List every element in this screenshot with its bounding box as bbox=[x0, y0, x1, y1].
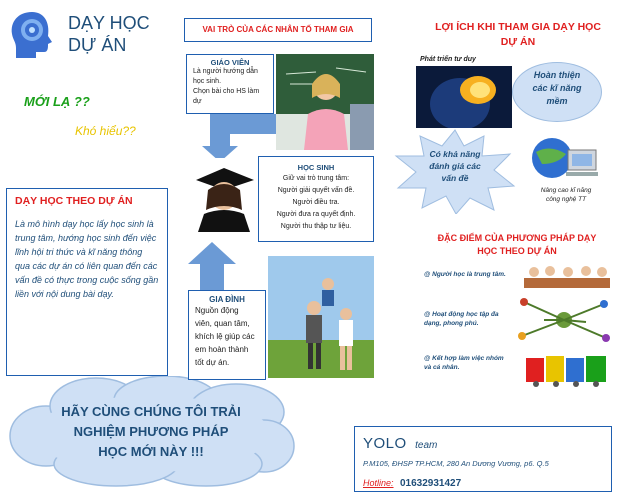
feature-2-line: @ Hoạt động học tập đa bbox=[424, 311, 499, 318]
solve-line: vấn đề bbox=[441, 173, 469, 183]
teacher-photo bbox=[276, 54, 374, 150]
student-title: HỌC SINH bbox=[297, 163, 335, 172]
definition-box bbox=[6, 188, 168, 376]
teacher-line: dự bbox=[193, 98, 202, 105]
family-desc bbox=[195, 304, 265, 369]
team-name: YOLO bbox=[363, 435, 407, 452]
mindmap-image bbox=[514, 296, 612, 344]
students-group-image bbox=[520, 262, 612, 292]
family-line: em hoàn thành bbox=[195, 345, 249, 354]
it-line: Nâng cao kĩ năng bbox=[540, 187, 592, 194]
benefits-heading-line-2: DỰ ÁN bbox=[500, 36, 536, 48]
feature-3-line: @ Kết hợp làm việc nhóm bbox=[424, 355, 504, 362]
roles-heading-box bbox=[184, 18, 372, 42]
feature-3-line: và cá nhân. bbox=[424, 364, 460, 371]
title-line-2: DỰ ÁN bbox=[68, 35, 127, 55]
family-box bbox=[188, 290, 266, 380]
team-hotline-row bbox=[363, 473, 611, 491]
teacher-title: GIÁO VIÊN bbox=[210, 58, 250, 67]
student-line: Người đưa ra quyết định. bbox=[276, 211, 356, 218]
family-line: tốt dự án. bbox=[195, 358, 230, 367]
hotline-number[interactable]: 01632931427 bbox=[399, 478, 462, 489]
student-image bbox=[182, 158, 264, 232]
team-suffix: team bbox=[415, 440, 438, 451]
cloud-line-3: HỌC MỚI NÀY !!! bbox=[98, 444, 204, 459]
skills-line: các kĩ năng bbox=[532, 83, 582, 93]
glowing-brain-image bbox=[416, 66, 512, 128]
team-name-row bbox=[363, 435, 611, 453]
teacher-image bbox=[276, 54, 374, 150]
student-photo bbox=[182, 158, 264, 232]
teacher-box bbox=[186, 54, 274, 114]
benefit-skills-text bbox=[513, 63, 601, 108]
feature-image-2 bbox=[514, 296, 612, 344]
cloud-text bbox=[36, 402, 266, 462]
family-title: GIA ĐÌNH bbox=[209, 295, 245, 304]
family-line: Nguồn động bbox=[195, 306, 239, 315]
brain-logo bbox=[6, 8, 58, 62]
features-heading-line-1: ĐẶC ĐIỂM CỦA PHƯƠNG PHÁP DẠY bbox=[437, 233, 597, 243]
page-title bbox=[68, 12, 178, 56]
family-image bbox=[268, 256, 374, 378]
features-heading-line-2: HỌC THEO DỰ ÁN bbox=[477, 246, 557, 256]
feature-item-2 bbox=[424, 310, 499, 328]
teacher-line: Chọn bài cho HS làm bbox=[193, 88, 260, 95]
arrow-family-to-student bbox=[184, 240, 240, 292]
student-line: Người giải quyết vấn đề. bbox=[277, 187, 355, 194]
skills-line: Hoàn thiện bbox=[533, 70, 581, 80]
benefit-solve-text bbox=[418, 148, 492, 184]
benefit-solve-starburst bbox=[394, 128, 516, 214]
cloud-line-1: HÃY CÙNG CHÚNG TÔI TRẢI bbox=[61, 404, 241, 419]
arrow-down-left-icon bbox=[190, 108, 282, 162]
student-line: Giữ vai trò trung tâm: bbox=[282, 175, 350, 182]
skills-line: mềm bbox=[546, 96, 568, 106]
feature-2-line: dạng, phong phú. bbox=[424, 320, 479, 327]
teacher-desc bbox=[193, 67, 273, 107]
title-line-1: DẠY HỌC bbox=[68, 13, 150, 33]
student-desc bbox=[259, 173, 373, 233]
it-photo bbox=[522, 130, 604, 188]
benefit-skills-oval bbox=[512, 62, 602, 122]
student-box bbox=[258, 156, 374, 242]
student-line: Người thu thập tư liệu. bbox=[280, 223, 352, 230]
brain-photo bbox=[416, 66, 512, 128]
roles-heading: VAI TRÒ CỦA CÁC NHÂN TỐ THAM GIA bbox=[202, 25, 354, 34]
solve-line: đánh giá các bbox=[429, 161, 481, 171]
family-line: viên, quan tâm, bbox=[195, 319, 250, 328]
hotline-label: Hotline: bbox=[363, 478, 394, 488]
subtitle-new: MỚI LẠ ?? bbox=[24, 94, 90, 109]
feature-image-3 bbox=[522, 350, 610, 388]
globe-computer-image bbox=[522, 130, 604, 188]
family-photo bbox=[268, 256, 374, 378]
definition-heading: DẠY HỌC THEO DỰ ÁN bbox=[15, 195, 133, 207]
teacher-line: học sinh. bbox=[193, 78, 222, 85]
benefits-heading bbox=[400, 20, 636, 50]
brain-head-icon bbox=[6, 8, 58, 62]
team-box bbox=[354, 426, 612, 492]
features-heading bbox=[404, 232, 630, 258]
feature-image-1 bbox=[520, 262, 612, 292]
definition-body: Là mô hình dạy học lấy học sinh là trung tâm, hướng học sinh đến việc lĩnh hội tri thức và kĩ năng thông qua các dự án có liên quan đến các vấn đề có thực trong cuộc sống gần liền với nội dung bài dạy. bbox=[15, 219, 159, 299]
family-line: khích lệ giúp các bbox=[195, 332, 255, 341]
benefit-think-label: Phát triển tư duy bbox=[420, 56, 476, 63]
it-line: công nghệ TT bbox=[545, 196, 587, 203]
benefits-heading-line-1: LỢI ÍCH KHI THAM GIA DẠY HỌC bbox=[435, 21, 601, 33]
cloud-line-2: NGHIỆM PHƯƠNG PHÁP bbox=[73, 424, 229, 439]
team-letters-image bbox=[522, 350, 610, 388]
feature-item-3 bbox=[424, 354, 504, 372]
cloud-callout bbox=[6, 376, 296, 488]
feature-item-1: @ Người học là trung tâm. bbox=[424, 271, 506, 278]
subtitle-hard: Khó hiểu?? bbox=[75, 124, 136, 138]
student-line: Người điều tra. bbox=[292, 199, 340, 206]
team-address: P.M105, ĐHSP TP.HCM, 280 An Dương Vương, p6. Q.5 bbox=[363, 459, 549, 468]
teacher-line: Là người hướng dẫn bbox=[193, 68, 258, 75]
solve-line: Có khả năng bbox=[429, 149, 481, 159]
benefit-it-text bbox=[528, 186, 604, 204]
arrow-up-icon bbox=[184, 240, 240, 292]
arrow-teacher-to-student bbox=[190, 108, 282, 162]
